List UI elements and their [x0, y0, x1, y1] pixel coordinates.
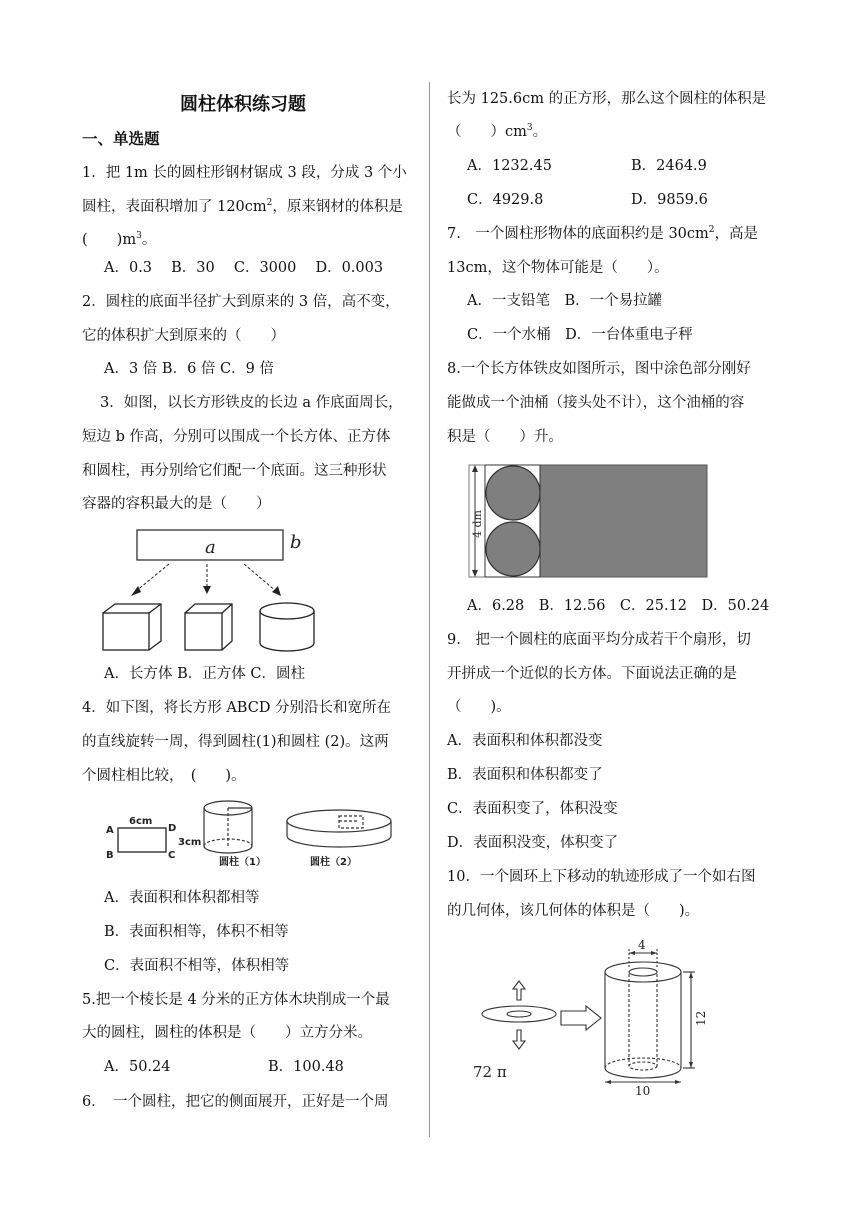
q9-line1: 9. 把一个圆柱的底面平均分成若干个扇形，切	[447, 632, 751, 648]
q4-optB: B．表面积相等，体积不相等	[104, 924, 289, 940]
q5-optB: B．100.48	[268, 1059, 344, 1075]
q6-optC: C．4929.8	[467, 192, 544, 208]
q1-options: A．0.3 B．30 C．3000 D．0.003	[104, 260, 384, 276]
q2-line2: 它的体积扩大到原来的（ ）	[82, 328, 285, 344]
q7-line1: 7. 一个圆柱形物体的底面积约是 $30cm^2$，高是	[447, 225, 758, 242]
q3-line4: 容器的容积最大的是（ ）	[82, 496, 271, 512]
q4-figure	[104, 796, 394, 876]
q3-line2: 短边 b 作高，分别可以围成一个长方体、正方体	[82, 429, 391, 445]
q4-optC: C．表面积不相等，体积相等	[104, 958, 290, 974]
q6-line1: 6． 一个圆柱，把它的侧面展开，正好是一个周	[82, 1094, 389, 1110]
q6-optD: D．9859.6	[631, 192, 708, 208]
q10-figure	[473, 936, 733, 1096]
svg-text:3cm: 3cm	[178, 837, 202, 848]
q6-line3: （ ）$cm^3$。	[447, 123, 548, 140]
svg-text:A: A	[106, 825, 114, 836]
q8-line1: 8.一个长方体铁皮如图所示，图中涂色部分刚好	[447, 361, 751, 377]
q7-options-ab: A．一支铅笔 B．一个易拉罐	[467, 293, 663, 309]
q7-line2: 13cm，这个物体可能是（ ）。	[447, 260, 669, 276]
q3-label-b: b	[290, 532, 302, 553]
q3-line1: 3．如图，以长方形铁皮的长边 a 作底面周长，	[100, 395, 403, 411]
q6-line2: 长为 125.6cm 的正方形，那么这个圆柱的体积是	[447, 91, 767, 107]
q1-line3: ( )$m^3$。	[82, 231, 157, 248]
q3-line3: 和圆柱，再分别给它们配一个底面。这三种形状	[82, 463, 387, 479]
q8-circle-bottom	[486, 522, 540, 576]
q3-options: A．长方体 B．正方体 C．圆柱	[104, 666, 305, 682]
q8-figure	[463, 462, 708, 582]
svg-text:6cm: 6cm	[129, 816, 153, 827]
section-heading: 一、单选题	[82, 130, 160, 148]
q8-line3: 积是（ ）升。	[447, 429, 563, 445]
svg-text:圆柱（1）: 圆柱（1）	[219, 857, 266, 868]
svg-text:C: C	[168, 850, 176, 861]
q10-ring-outer	[482, 1006, 556, 1022]
q10-label-side: 12	[694, 1010, 708, 1026]
q4-line1: 4．如下图，将长方形 ABCD 分别沿长和宽所在	[82, 700, 392, 716]
q7-options-cd: C．一个水桶 D．一台体重电子秤	[467, 327, 693, 343]
q5-line1: 5.把一个棱长是 4 分米的正方体木块削成一个最	[82, 992, 390, 1008]
q4-cylinder-2	[287, 810, 391, 847]
column-divider	[429, 82, 430, 1137]
svg-text:B: B	[106, 850, 114, 861]
q8-dimension-label: 4 dm	[471, 510, 484, 538]
q4-optA: A．表面积和体积都相等	[104, 890, 260, 906]
q4-line3: 个圆柱相比较， ( )。	[82, 768, 246, 784]
q4-rectangle	[118, 828, 166, 852]
q3-figure	[97, 522, 317, 662]
q5-optA: A．50.24	[104, 1059, 171, 1075]
q10-label-bottom: 10	[635, 1084, 651, 1098]
q4-cylinder-1	[204, 801, 252, 853]
q10-answer-label: 72 π	[473, 1063, 507, 1081]
q3-cube	[185, 604, 232, 650]
q8-options: A．6.28 B．12.56 C．25.12 D．50.24	[467, 598, 770, 614]
svg-text:圆柱（2）: 圆柱（2）	[310, 857, 357, 868]
q9-line3: （ )。	[447, 699, 511, 715]
q8-line2: 能做成一个油桶（接头处不计），这个油桶的容	[447, 395, 745, 411]
q4-line2: 的直线旋转一周，得到圆柱(1)和圆柱 (2)。这两	[82, 734, 389, 750]
q1-line2: 圆柱，表面积增加了 $120cm^2$，原来钢材的体积是	[82, 198, 403, 215]
q6-optA: A．1232.45	[467, 158, 552, 174]
q2-options: A．3 倍 B．6 倍 C．9 倍	[104, 361, 274, 377]
q8-circle-top	[486, 466, 540, 520]
q9-line2: 开拼成一个近似的长方体。下面说法正确的是	[447, 666, 737, 682]
q1-line1: 1．把 1m 长的圆柱形钢材锯成 3 段，分成 3 个小	[82, 165, 407, 181]
svg-text:D: D	[168, 823, 177, 834]
q10-line2: 的几何体，该几何体的体积是（ )。	[447, 903, 700, 919]
q10-line1: 10．一个圆环上下移动的轨迹形成了一个如右图	[447, 869, 756, 885]
q5-line2: 大的圆柱，圆柱的体积是（ ）立方分米。	[82, 1025, 372, 1041]
page-title: 圆柱体积练习题	[180, 94, 306, 115]
q9-optC: C．表面积变了，体积没变	[447, 801, 618, 817]
q3-cuboid	[103, 604, 161, 650]
q3-cylinder	[260, 603, 314, 651]
q3-label-a: a	[205, 537, 216, 558]
q9-optA: A．表面积和体积都没变	[447, 733, 603, 749]
q6-optB: B．2464.9	[631, 158, 707, 174]
q9-optB: B．表面积和体积都变了	[447, 767, 603, 783]
q8-shaded-rect	[540, 465, 707, 577]
q10-label-top: 4	[638, 938, 646, 952]
q9-optD: D．表面积没变，体积变了	[447, 835, 619, 851]
q2-line1: 2．圆柱的底面半径扩大到原来的 3 倍，高不变，	[82, 294, 400, 310]
